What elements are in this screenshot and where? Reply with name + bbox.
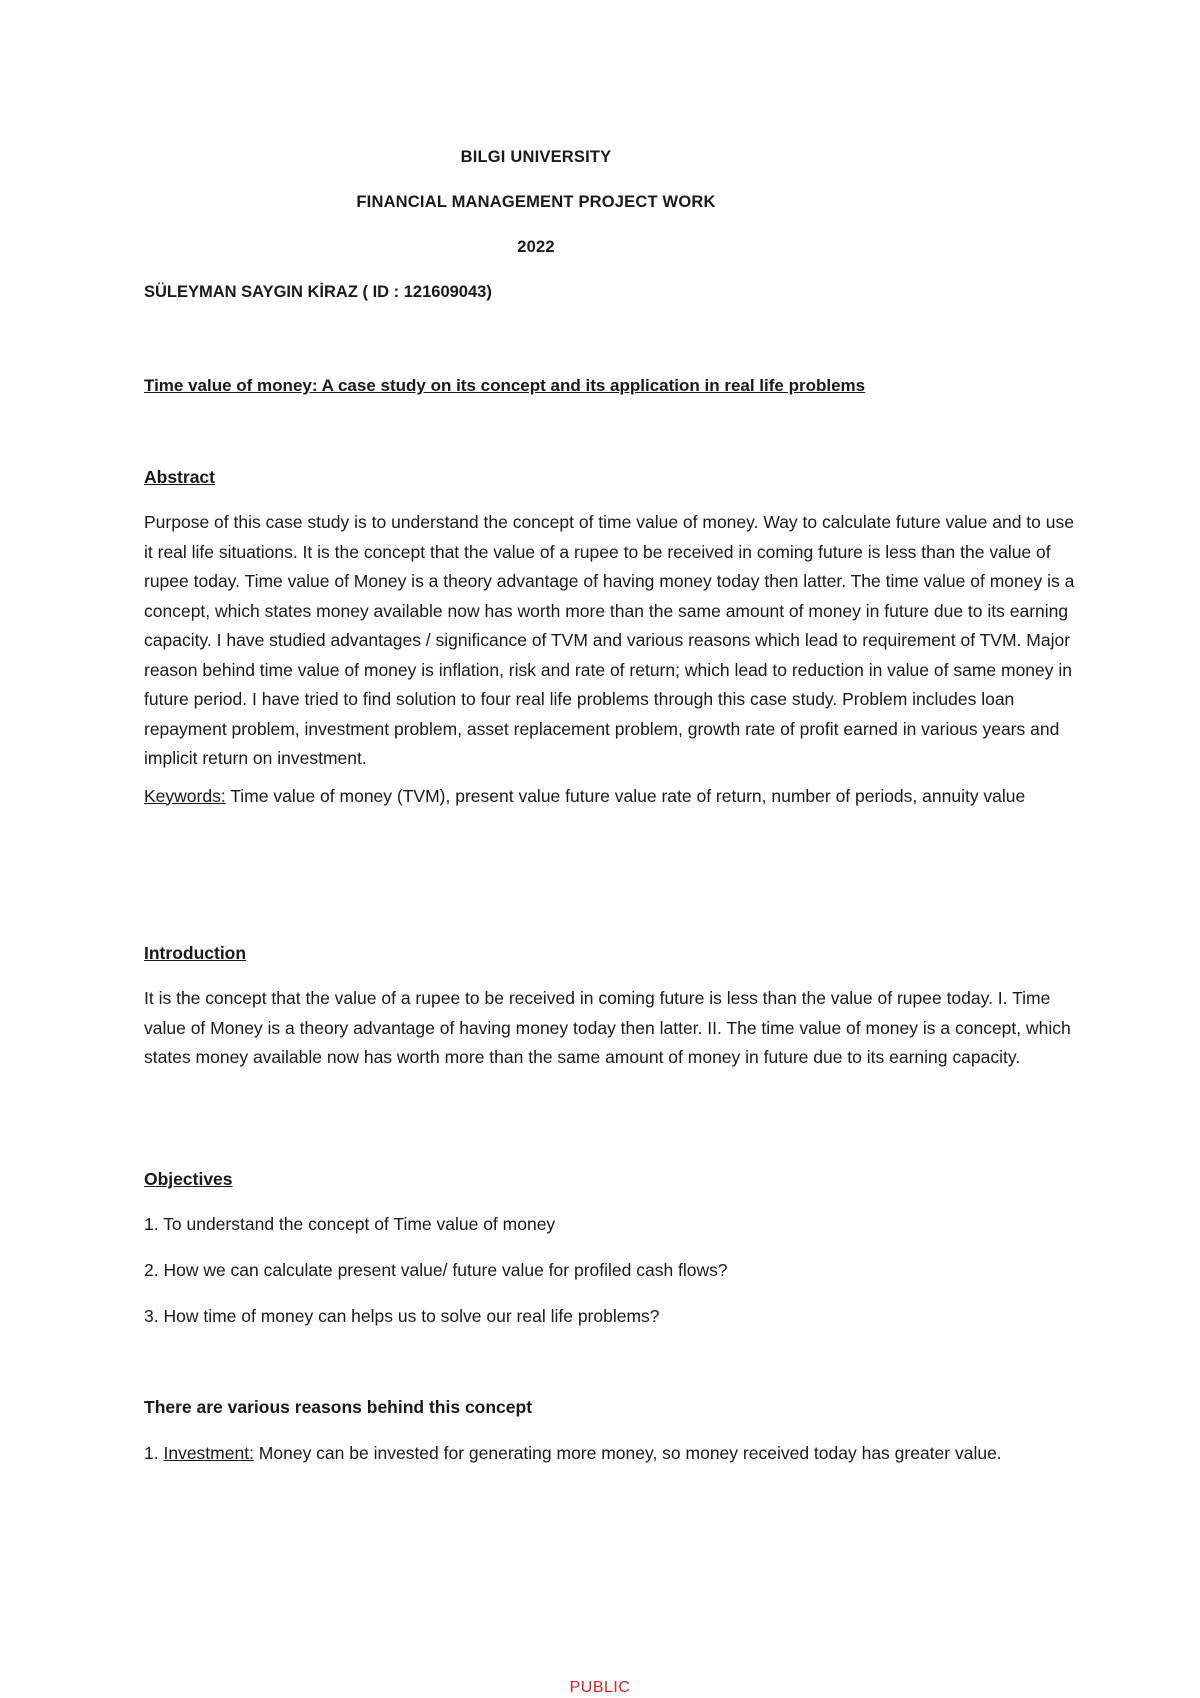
author-line: SÜLEYMAN SAYGIN KİRAZ ( ID : 121609043)	[144, 283, 492, 301]
objective-item-3: 3. How time of money can helps us to solve our real life problems?	[144, 1306, 660, 1326]
reasons-heading: There are various reasons behind this concept	[144, 1397, 533, 1417]
reason-item-1-text: Money can be invested for generating more money, so money received today has greater value.	[253, 1443, 1002, 1463]
introduction-section	[144, 984, 1084, 1073]
introduction-body: It is the concept that the value of a rupee to be received in coming future is less than the value of rupee today. I. Time value of Money is a theory advantage of having money today then latter. II. The time value of money is a concept, which states money available now has worth more than the same amount of money in future due to its earning capacity.	[144, 988, 1071, 1067]
abstract-heading: Abstract	[144, 467, 215, 487]
objectives-heading: Objectives	[144, 1169, 233, 1189]
reason-item-1-number: 1.	[144, 1443, 164, 1463]
project-year: 2022	[517, 238, 555, 256]
document-title: Time value of money: A case study on its concept and its application in real life problems	[144, 376, 866, 395]
reasons-section	[144, 1439, 1084, 1469]
keywords-paragraph	[144, 782, 1084, 812]
reason-item-1	[144, 1439, 1084, 1469]
abstract-body: Purpose of this case study is to understand the concept of time value of money. Way to calculate future value and to use it real life situations. It is the concept that the value of a rupee to be received in coming future is less than the value of rupee today. Time value of Money is a theory advantage of having money today then latter. The time value of money is a concept, which states money available now has worth more than the same amount of money in future due to its earning capacity. I have studied advantages / significance of TVM and various reasons which lead to requirement of TVM. Major reason behind time value of money is inflation, risk and rate of return; which lead to reduction in value of same money in future period. I have tried to find solution to four real life problems through this case study. Problem includes loan repayment problem, investment problem, asset replacement problem, growth rate of profit earned in various years and implicit return on investment.	[144, 512, 1075, 768]
abstract-section	[144, 508, 1084, 811]
introduction-heading: Introduction	[144, 943, 247, 963]
objective-item-2: 2. How we can calculate present value/ future value for profiled cash flows?	[144, 1260, 728, 1280]
keywords-text: Time value of money (TVM), present value future value rate of return, number of periods, annuity value	[225, 785, 1026, 806]
classification-footer: PUBLIC	[569, 1679, 631, 1696]
university-name: BILGI UNIVERSITY	[460, 148, 612, 166]
objective-item-1: 1. To understand the concept of Time value of money	[144, 1214, 556, 1234]
project-title: FINANCIAL MANAGEMENT PROJECT WORK	[356, 193, 716, 211]
keywords-label: Keywords:	[144, 785, 226, 806]
reason-item-1-label: Investment:	[163, 1443, 254, 1463]
